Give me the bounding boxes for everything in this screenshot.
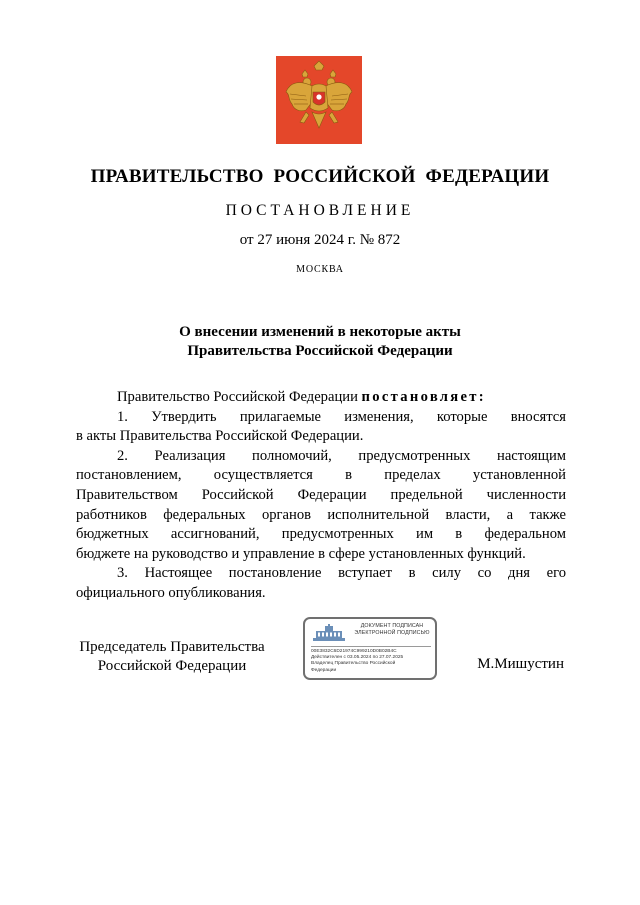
p3-line-1: 3. Настоящее постановление вступает в силу со дня его bbox=[117, 565, 566, 582]
title-line-2: Правительства Российской Федерации bbox=[187, 343, 453, 359]
p2-line-6: бюджете на руководство и управление в сфере установленных функций. bbox=[76, 545, 526, 562]
certificate-number: 00E3832C6D21974C999210D0B02B4C bbox=[311, 649, 397, 654]
p2-line-3: Правительством Российской Федерации предельной численности bbox=[76, 486, 566, 503]
intro-action: постановляет: bbox=[361, 389, 486, 405]
document-type: ПОСТАНОВЛЕНИЕ bbox=[225, 202, 415, 219]
p3-line-2: официального опубликования. bbox=[76, 584, 266, 601]
electronic-signature-stamp bbox=[303, 617, 437, 680]
p1-line-2: в акты Правительства Российской Федерации. bbox=[76, 428, 364, 445]
issuing-authority: ПРАВИТЕЛЬСТВО РОССИЙСКОЙ ФЕДЕРАЦИИ bbox=[90, 166, 550, 187]
stamp-heading-line-2: ЭЛЕКТРОННОЙ ПОДПИСЬЮ bbox=[354, 630, 430, 636]
position-line-2: Российской Федерации bbox=[97, 658, 247, 674]
position-line-1: Председатель Правительства bbox=[79, 639, 265, 655]
certificate-validity: Действителен с 03.05.2024 по 27.07.2025 bbox=[311, 655, 404, 661]
stamp-heading-line-1: ДОКУМЕНТ ПОДПИСАН bbox=[360, 623, 424, 629]
stamp-divider bbox=[311, 646, 431, 647]
document-date-number: от 27 июня 2024 г. № 872 bbox=[239, 232, 401, 248]
government-building-icon bbox=[311, 624, 347, 642]
stamp-heading bbox=[347, 623, 437, 637]
document-city: МОСКВА bbox=[296, 264, 344, 275]
intro-prefix: Правительство Российской Федерации bbox=[117, 389, 362, 405]
signatory-name: М.Мишустин bbox=[477, 656, 564, 672]
p2-line-1: 2. Реализация полномочий, предусмотренных настоящим bbox=[117, 447, 566, 464]
p2-line-2: постановлением, осуществляется в пределах установленной bbox=[76, 467, 566, 484]
p2-line-4: работников федеральных органов исполнительной власти, а также bbox=[76, 506, 566, 523]
document-body bbox=[76, 388, 566, 604]
stamp-details bbox=[311, 649, 435, 674]
intro-paragraph bbox=[76, 388, 566, 408]
double-headed-eagle-icon bbox=[276, 56, 362, 144]
certificate-owner-line-1: Владелец Правительство Российской bbox=[311, 661, 396, 667]
p1-line-1: 1. Утвердить прилагаемые изменения, которые вносятся bbox=[117, 408, 566, 425]
p2-line-5: бюджетных ассигнований, предусмотренных им в федеральном bbox=[76, 526, 566, 543]
state-emblem bbox=[276, 56, 362, 144]
document-title bbox=[0, 323, 640, 361]
title-line-1: О внесении изменений в некоторые акты bbox=[179, 324, 461, 340]
signatory-position bbox=[72, 638, 272, 676]
certificate-owner-line-2: Федерации bbox=[311, 667, 337, 673]
